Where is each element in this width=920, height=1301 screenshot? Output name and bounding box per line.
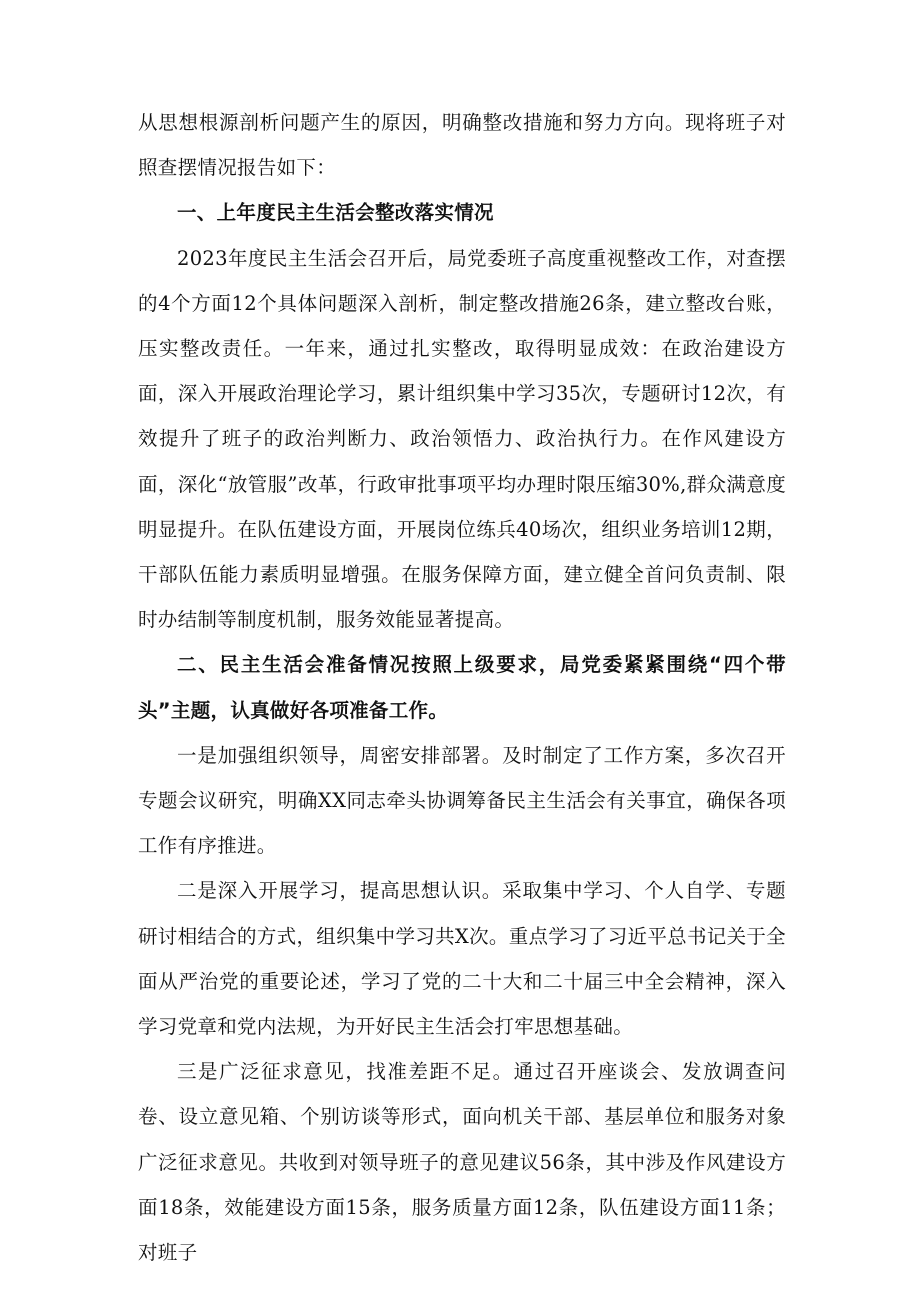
paragraph-organization-leadership: 一是加强组织领导，周密安排部署。及时制定了工作方案，多次召开专题会议研究，明确XX同志牵头协调筹备民主生活会有关事宜，确保各项工作有序推进。: [138, 743, 786, 858]
section-heading-2: 二、民主生活会准备情况按照上级要求，局党委紧紧围绕“四个带头”主题，认真做好各项准备工作。: [138, 653, 786, 722]
paragraph-intro-continuation: 从思想根源剖析问题产生的原因，明确整改措施和努力方向。现将班子对照查摆情况报告如下：: [138, 111, 786, 180]
document-body: [138, 100, 786, 1275]
paragraph-rectification-results: 2023年度民主生活会召开后，局党委班子高度重视整改工作，对查摆的4个方面12个具体问题深入剖析，制定整改措施26条，建立整改台账，压实整改责任。一年来，通过扎实整改，取得明显成效：在政治建设方面，深入开展政治理论学习，累计组织集中学习35次，专题研讨12次，有效提升了班子的政治判断力、政治领悟力、政治执行力。在作风建设方面，深化“放管服”改革，行政审批事项平均办理时限压缩30%,群众满意度明显提升。在队伍建设方面，开展岗位练兵40场次，组织业务培训12期，干部队伍能力素质明显增强。在服务保障方面，建立健全首问负责制、限时办结制等制度机制，服务效能显著提高。: [138, 246, 786, 632]
paragraph-soliciting-opinions: 三是广泛征求意见，找准差距不足。通过召开座谈会、发放调查问卷、设立意见箱、个别访谈等形式，面向机关干部、基层单位和服务对象广泛征求意见。共收到对领导班子的意见建议56条，其中涉及作风建设方面18条，效能建设方面15条，服务质量方面12条，队伍建设方面11条；对班子: [138, 1060, 786, 1265]
section-heading-1: 一、上年度民主生活会整改落实情况: [177, 201, 494, 225]
paragraph-study: 二是深入开展学习，提高思想认识。采取集中学习、个人自学、专题研讨相结合的方式，组织集中学习共X次。重点学习了习近平总书记关于全面从严治党的重要论述，学习了党的二十大和二十届三中全会精神，深入学习党章和党内法规，为开好民主生活会打牢思想基础。: [138, 879, 786, 1039]
